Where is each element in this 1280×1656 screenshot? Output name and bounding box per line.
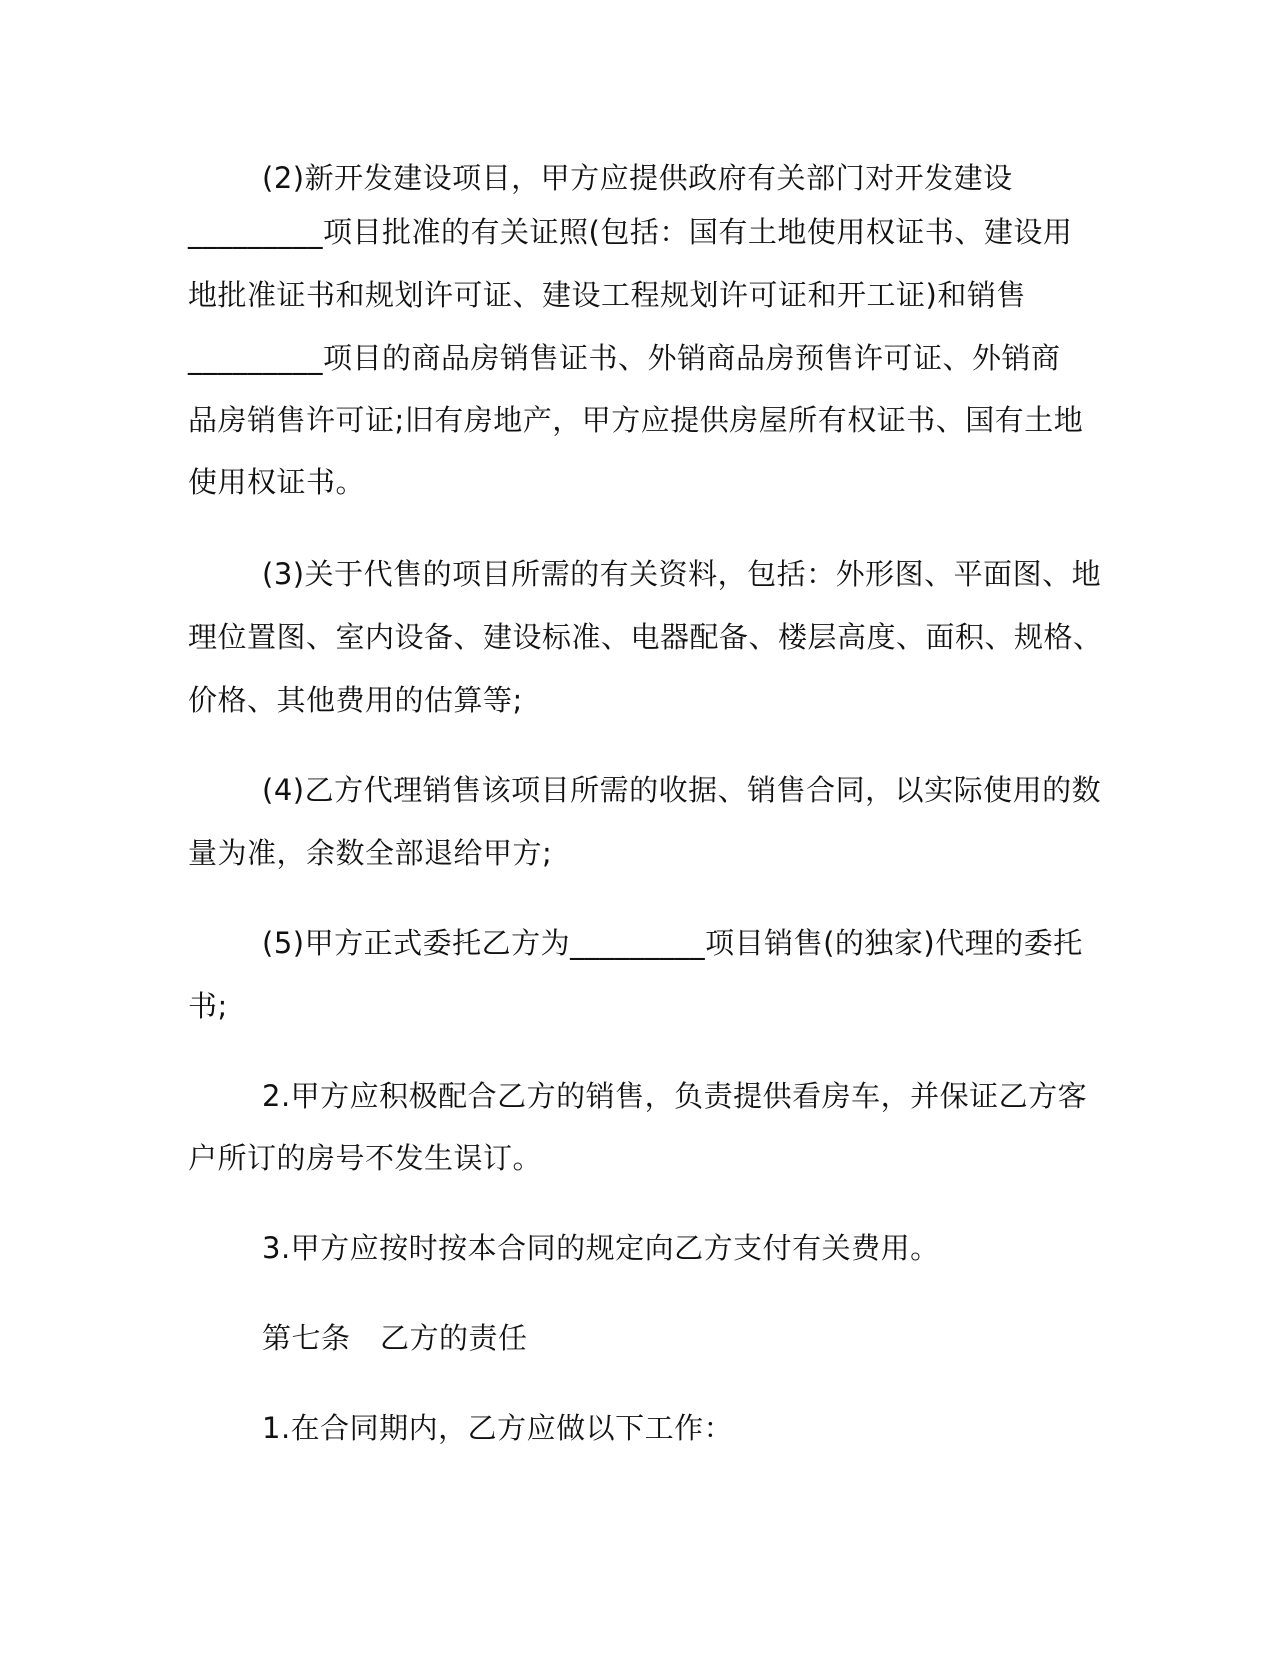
text-line: 地批准证书和规划许可证、建设工程规划许可证和开工证)和销售 [188, 278, 1026, 312]
text-line: 书; [188, 989, 228, 1023]
text-line: 2.甲方应积极配合乙方的销售，负责提供看房车，并保证乙方客 [262, 1079, 1088, 1113]
text-line: _________项目的商品房销售证书、外销商品房预售许可证、外销商 [188, 341, 1061, 375]
text-line: 理位置图、室内设备、建设标准、电器配备、楼层高度、面积、规格、 [188, 620, 1103, 654]
text-line: (4)乙方代理销售该项目所需的收据、销售合同，以实际使用的数 [262, 773, 1102, 807]
text-line: (3)关于代售的项目所需的有关资料，包括：外形图、平面图、地 [262, 557, 1102, 591]
section-heading: 第七条 乙方的责任 [262, 1321, 528, 1355]
text-line: _________项目批准的有关证照(包括：国有土地使用权证书、建设用 [188, 215, 1073, 249]
text-line: 户所订的房号不发生误订。 [188, 1141, 543, 1175]
text-line: 3.甲方应按时按本合同的规定向乙方支付有关费用。 [262, 1231, 940, 1265]
text-line: 价格、其他费用的估算等; [188, 683, 523, 717]
text-line: 品房销售许可证;旧有房地产，甲方应提供房屋所有权证书、国有土地 [188, 403, 1084, 437]
text-line: (2)新开发建设项目，甲方应提供政府有关部门对开发建设 [262, 161, 1013, 195]
text-line: 量为准，余数全部退给甲方; [188, 836, 553, 870]
text-line: 1.在合同期内，乙方应做以下工作： [262, 1411, 734, 1445]
text-line: 使用权证书。 [188, 465, 366, 499]
text-line: (5)甲方正式委托乙方为_________项目销售(的独家)代理的委托 [262, 926, 1083, 960]
